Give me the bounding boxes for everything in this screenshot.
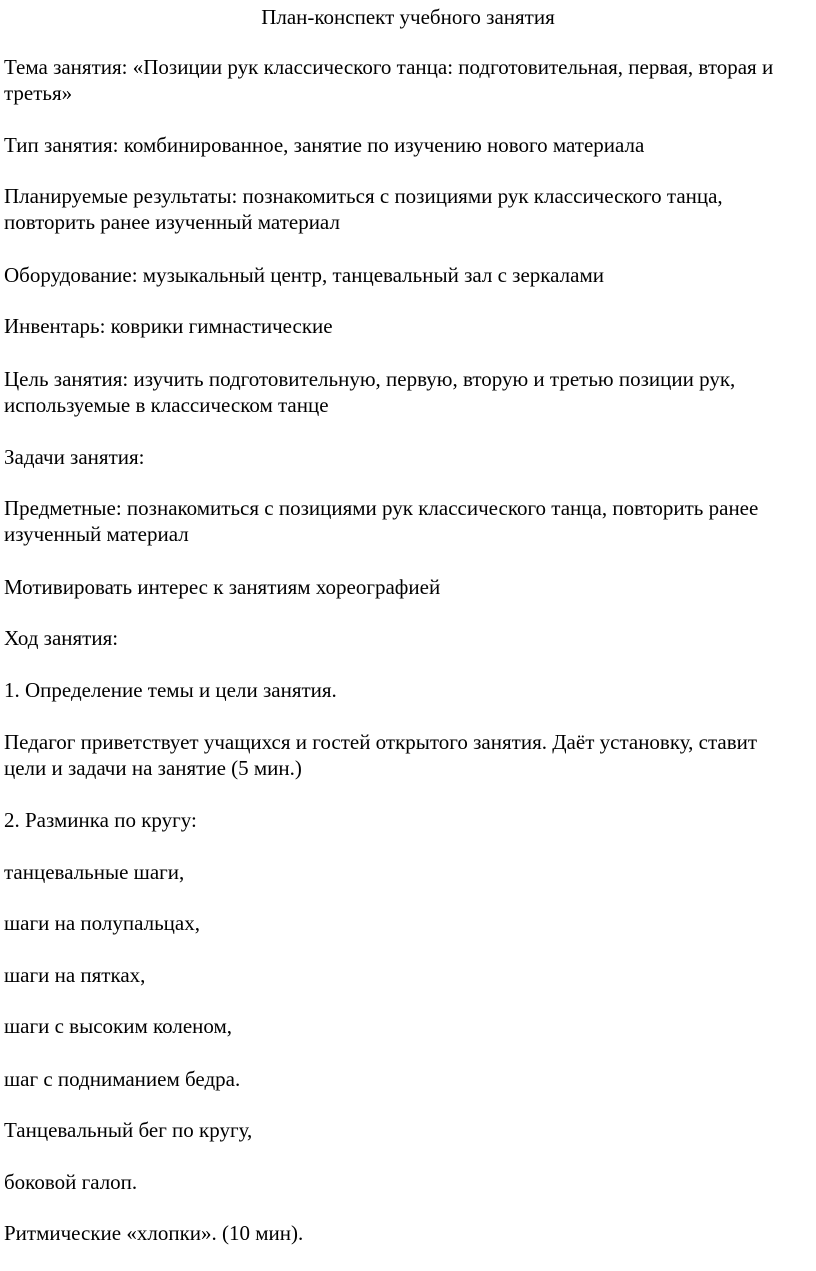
paragraph-motivation: Мотивировать интерес к занятиям хореографией — [4, 575, 441, 599]
list-item-rhythmic-claps: Ритмические «хлопки». (10 мин). — [4, 1221, 304, 1245]
paragraph-equipment: Оборудование: музыкальный центр, танцевальный зал с зеркалами — [4, 263, 605, 287]
list-item-dance-steps: танцевальные шаги, — [4, 860, 185, 884]
list-item-dance-run: Танцевальный бег по кругу, — [4, 1118, 253, 1142]
list-item-side-gallop: боковой галоп. — [4, 1170, 138, 1194]
list-item-hip-raise: шаг с подниманием бедра. — [4, 1067, 241, 1091]
paragraph-tasks-heading: Задачи занятия: — [4, 445, 145, 469]
document-title: План-конспект учебного занятия — [261, 5, 555, 29]
paragraph-type: Тип занятия: комбинированное, занятие по изучению нового материала — [4, 133, 645, 157]
paragraph-step-2: 2. Разминка по кругу: — [4, 808, 197, 832]
paragraph-topic: Тема занятия: «Позиции рук классического танца: подготовительная, первая, вторая и третья» — [4, 55, 774, 105]
list-item-toe-steps: шаги на полупальцах, — [4, 911, 200, 935]
paragraph-teacher-greeting: Педагог приветствует учащихся и гостей открытого занятия. Даёт установку, ставит цели и задачи на занятие (5 мин.) — [4, 730, 758, 780]
list-item-high-knee: шаги с высоким коленом, — [4, 1014, 233, 1038]
paragraph-goal: Цель занятия: изучить подготовительную, первую, вторую и третью позиции рук, используемые в классическом танце — [4, 367, 736, 417]
paragraph-subject-tasks: Предметные: познакомиться с позициями рук классического танца, повторить ранее изученный материал — [4, 496, 759, 546]
paragraph-inventory: Инвентарь: коврики гимнастические — [4, 314, 333, 338]
paragraph-step-1: 1. Определение темы и цели занятия. — [4, 678, 337, 702]
paragraph-lesson-progress: Ход занятия: — [4, 626, 119, 650]
paragraph-results: Планируемые результаты: познакомиться с позициями рук классического танца, повторить ранее изученный материал — [4, 184, 723, 234]
list-item-heel-steps: шаги на пятках, — [4, 963, 146, 987]
